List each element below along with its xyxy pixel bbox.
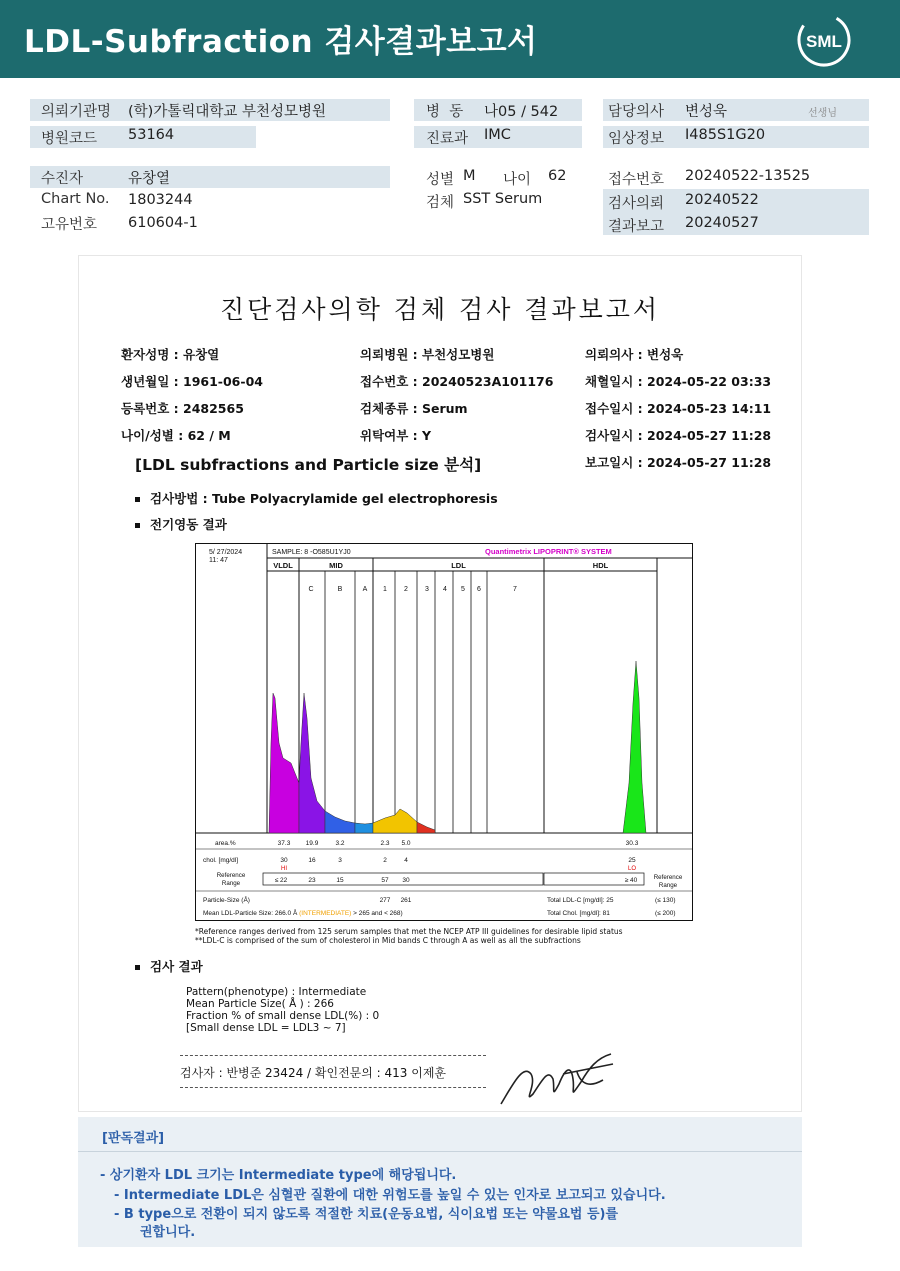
field-doctor: 의뢰의사 : 변성욱: [585, 347, 684, 362]
repdate-value: 20240527: [685, 215, 759, 231]
band-label-7: 7: [513, 586, 517, 593]
ref-label2-top: Reference: [653, 874, 683, 881]
field-regno: 등록번호 : 2482565: [121, 401, 244, 416]
judgement-box: [78, 1117, 802, 1247]
band-label-3: 3: [425, 586, 429, 593]
band-label-2: 2: [404, 586, 408, 593]
dept-value: IMC: [484, 127, 511, 143]
flag-lo: LO: [627, 866, 637, 872]
ward-label: 병 동: [426, 104, 464, 120]
field-birth: 생년월일 : 1961-06-04: [121, 374, 263, 389]
ref-value-1: 23: [308, 877, 316, 884]
electro-heading: 전기영동 결과: [135, 515, 227, 533]
chart-date: 5/ 27/2024: [209, 549, 243, 556]
report-subtitle: [LDL subfractions and Particle size 분석]: [135, 456, 482, 474]
report-title: 진단검사의학 검체 검사 결과보고서: [219, 295, 661, 324]
area-value-4: 5.0: [401, 840, 411, 847]
svg-text:SML: SML: [806, 32, 842, 51]
particle-value-1: 261: [400, 897, 412, 904]
particle-label: Particle-Size (Å): [203, 897, 250, 904]
ref-value-5: ≥ 40: [624, 877, 638, 884]
doctor-label: 담당의사: [608, 104, 665, 120]
band-label-4: 4: [443, 586, 447, 593]
band-label-1: 1: [383, 586, 387, 593]
total-ldl-c: Total LDL-C [mg/dl]: 25: [547, 897, 614, 904]
signer-line: 검사자 : 반병준 23424 / 확인전문의 : 413 이제훈: [180, 1066, 447, 1080]
dept-label: 진료과: [426, 131, 469, 147]
field-receipt: 접수번호 : 20240523A101176: [360, 374, 554, 389]
age-label: 나이: [503, 172, 532, 188]
header-bar: [0, 0, 900, 78]
clinical-value: I485S1G20: [685, 127, 766, 143]
doctor-value: 변성욱: [685, 104, 728, 120]
field-collect: 채혈일시 : 2024-05-22 03:33: [585, 374, 772, 389]
chart-sample: SAMPLE: 8 -O585U1YJ0: [272, 549, 351, 556]
mid-a-area: [355, 823, 373, 833]
chart-no-label: Chart No.: [41, 191, 110, 207]
ref-label-top: Reference: [216, 872, 246, 879]
area-value-1: 19.9: [305, 840, 319, 847]
total-chol-ref: (≤ 200): [655, 910, 676, 917]
chol-value-2: 3: [338, 857, 342, 864]
area-value-5: 30.3: [625, 840, 639, 847]
age-value: 62: [548, 168, 567, 184]
flag-hi: HI: [281, 866, 287, 872]
doctor-suffix: 선생님: [808, 108, 837, 119]
reqdate-label: 검사의뢰: [608, 196, 665, 212]
group-label-ldl: LDL: [451, 561, 466, 570]
ward-value: 나05 / 542: [484, 104, 559, 120]
uid-value: 610604-1: [128, 215, 198, 231]
chol-value-0: 30: [280, 857, 288, 864]
sex-label: 성별: [426, 172, 455, 188]
ref-note-2: **LDL-C is comprised of the sum of cholesterol in Mid bands C through A as well as all the subfractions: [195, 936, 581, 945]
ref-value-2: 15: [336, 877, 344, 884]
band-label-C: C: [308, 586, 314, 593]
chart-frame: [196, 544, 693, 921]
ref-note-1: *Reference ranges derived from 125 serum samples that met the NCEP ATP III guidelines for desirable lipid status: [195, 927, 623, 936]
area-value-2: 3.2: [335, 840, 345, 847]
chol-label: chol. [mg/dl]: [203, 857, 239, 864]
result-note: [Small dense LDL = LDL3 ~ 7]: [186, 1022, 346, 1034]
specimen-value: SST Serum: [463, 191, 543, 207]
field-specimen: 검체종류 : Serum: [360, 401, 468, 416]
field-reported: 보고일시 : 2024-05-27 11:28: [585, 455, 772, 470]
uid-label: 고유번호: [41, 217, 98, 233]
hospcode-label: 병원코드: [41, 131, 98, 147]
lipoprint-chart: [195, 543, 693, 923]
area-value-3: 2.3: [380, 840, 390, 847]
hospcode-value: 53164: [128, 127, 175, 143]
chol-value-5: 25: [628, 857, 636, 864]
ref-label2-bottom: Range: [658, 882, 678, 889]
group-label-vldl: VLDL: [273, 561, 293, 570]
judgement-line-3: - B type으로 전환이 되지 않도록 적절한 치료(운동요법, 식이요법 또는 약물요법 등)를: [114, 1207, 619, 1222]
referral-label: 의뢰기관명: [41, 104, 112, 120]
band-label-B: B: [337, 586, 343, 593]
result-pattern: Pattern(phenotype) : Intermediate: [186, 986, 367, 998]
specimen-label: 검체: [426, 195, 455, 211]
judgement-line-2: - Intermediate LDL은 심혈관 질환에 대한 위험도를 높일 수 있는 인자로 보고되고 있습니다.: [114, 1188, 666, 1203]
reqdate-value: 20240522: [685, 192, 759, 208]
mean-particle-size: Mean LDL-Particle Size: 266.0 Å (INTERMEDIATE) > 265 and < 268): [203, 910, 403, 917]
signature: [493, 1044, 623, 1114]
referral-value: (학)가톨릭대학교 부천성모병원: [128, 104, 327, 120]
group-label-hdl: HDL: [592, 561, 609, 570]
result-size: Mean Particle Size( Å ) : 266: [186, 998, 334, 1010]
chol-value-1: 16: [308, 857, 316, 864]
band-label-5: 5: [461, 586, 465, 593]
field-received: 접수일시 : 2024-05-23 14:11: [585, 401, 772, 416]
clinical-label: 임상정보: [608, 131, 665, 147]
ref-label-bottom: Range: [221, 880, 241, 887]
chol-value-3: 2: [383, 857, 387, 864]
judgement-title: [판독결과]: [102, 1131, 165, 1146]
page-title: LDL-Subfraction 검사결과보고서: [24, 24, 538, 60]
scanned-report: [78, 255, 802, 1112]
patient-value: 유창열: [128, 171, 171, 187]
receipt-value: 20240522-13525: [685, 168, 811, 184]
patient-label: 수진자: [41, 171, 84, 187]
ref-value-0: ≤ 22: [274, 877, 288, 884]
result-heading: 검사 결과: [135, 957, 203, 975]
band-label-A: A: [362, 586, 368, 593]
ref-value-4: 30: [402, 877, 410, 884]
chart-time: 11: 47: [209, 557, 228, 564]
repdate-label: 결과보고: [608, 219, 665, 235]
method-line: 검사방법 : Tube Polyacrylamide gel electrophoresis: [135, 489, 498, 507]
field-hospital: 의뢰병원 : 부천성모병원: [360, 347, 495, 362]
field-consign: 위탁여부 : Y: [360, 428, 432, 443]
result-fraction: Fraction % of small dense LDL(%) : 0: [186, 1010, 380, 1022]
band-label-6: 6: [477, 586, 481, 593]
area-label: area.%: [215, 840, 236, 847]
sml-logo: [796, 12, 852, 68]
area-value-0: 37.3: [277, 840, 291, 847]
total-chol: Total Chol. [mg/dl]: 81: [547, 910, 610, 917]
judgement-line-1: - 상기환자 LDL 크기는 Intermediate type에 해당됩니다.: [100, 1168, 457, 1183]
chol-value-4: 4: [404, 857, 408, 864]
judgement-line-4: 권합니다.: [140, 1225, 196, 1240]
group-label-mid: MID: [329, 561, 343, 570]
field-name: 환자성명 : 유창열: [121, 347, 220, 362]
field-agesex: 나이/성별 : 62 / M: [121, 428, 231, 443]
field-tested: 검사일시 : 2024-05-27 11:28: [585, 428, 772, 443]
ref-value-3: 57: [381, 877, 389, 884]
total-ldl-ref: (≤ 130): [655, 897, 676, 904]
chart-no-value: 1803244: [128, 192, 193, 208]
particle-value-0: 277: [379, 897, 391, 904]
receipt-label: 접수번호: [608, 172, 665, 188]
sex-value: M: [463, 168, 476, 184]
chart-title: Quantimetrix LIPOPRINT® SYSTEM: [485, 547, 612, 556]
